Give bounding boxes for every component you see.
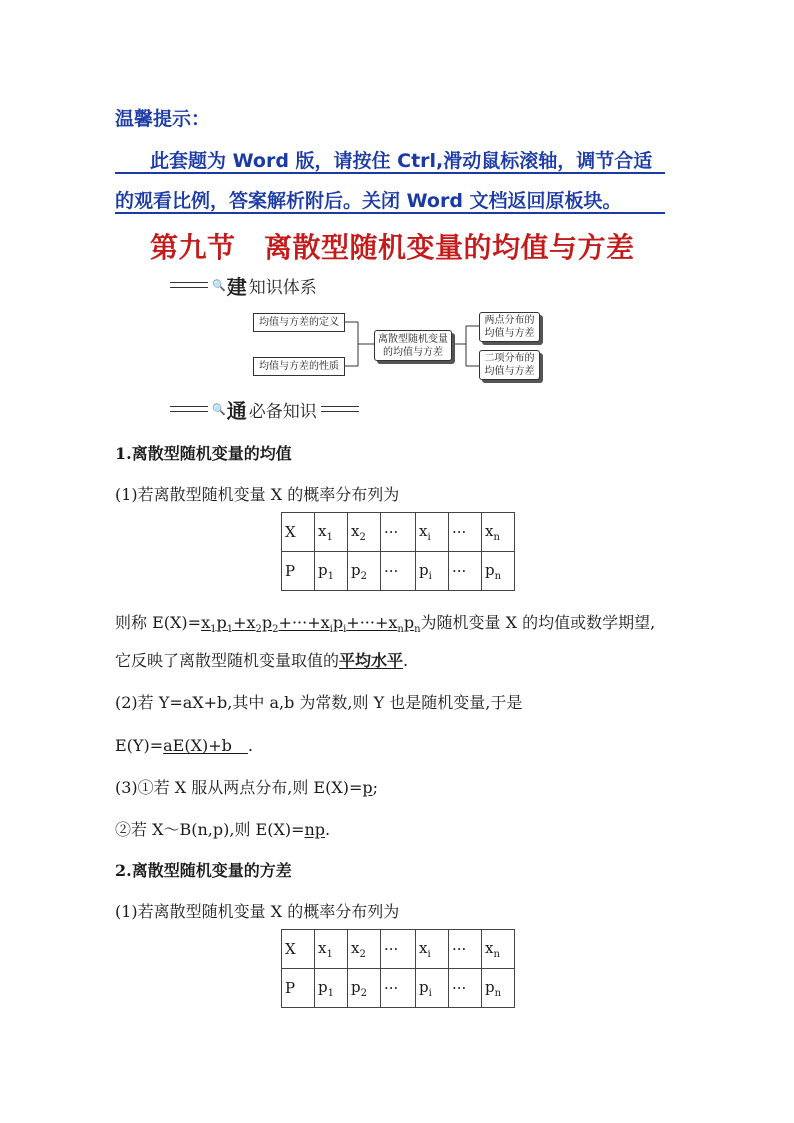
table-cell: P [282, 969, 315, 1008]
paragraph: ②若 X～B(n,p),则 E(X)=np. [115, 820, 331, 839]
table-row [282, 969, 515, 1008]
table-cell: X [282, 930, 315, 969]
table-cell: ··· [381, 552, 416, 591]
mindmap-binomial-line-1: 二项分布的 [484, 353, 535, 364]
paragraph: (1)若离散型随机变量 X 的概率分布列为 [115, 485, 400, 504]
table-row [282, 552, 515, 591]
paragraph: E(Y)=aE(X)+b . [115, 736, 253, 755]
double-rule-icon [170, 282, 208, 288]
table-cell: $p_n$ [482, 552, 515, 591]
table-cell: $p_n$ [482, 969, 515, 1008]
mindmap-node-center [374, 330, 452, 361]
table-cell: ··· [449, 552, 482, 591]
table-cell: $x_i$ [416, 513, 449, 552]
distribution-table-1 [281, 512, 515, 591]
mindmap-center-line-1: 离散型随机变量 [378, 333, 448, 345]
expectation-formula: $x_1p_1+x_2p_2+\cdot\cdot\cdot+x_ip_i+\cdot\cdot\cdot+x_np_n$ [201, 613, 421, 636]
table-row [282, 513, 515, 552]
heading-variance: 2.离散型随机变量的方差 [115, 861, 292, 880]
double-rule-icon [170, 406, 208, 412]
mindmap-two-point-line-2: 均值与方差 [484, 328, 535, 339]
answer-blank: aE(X)+b [163, 736, 248, 755]
tip-underline-2 [115, 212, 665, 214]
section-char-icon: 通 [226, 398, 247, 423]
table-cell: P [282, 552, 315, 591]
section-header-required [170, 397, 359, 421]
mindmap-node-properties: 均值与方差的性质 [253, 357, 345, 376]
answer-blank: np [304, 820, 326, 839]
mindmap-binomial-line-2: 均值与方差 [484, 366, 535, 377]
answer-blank: 平均水平 [339, 651, 404, 670]
magnifier-icon: 🔍 [212, 278, 226, 292]
double-rule-icon [321, 406, 359, 412]
table-cell: ··· [449, 969, 482, 1008]
table-cell: $x_n$ [482, 513, 515, 552]
table-cell: ··· [381, 513, 416, 552]
section-label: 知识体系 [248, 277, 317, 298]
mindmap-two-point-line-1: 两点分布的 [484, 315, 535, 326]
table-cell: X [282, 513, 315, 552]
section-char-icon: 建 [226, 274, 247, 299]
distribution-table-2 [281, 929, 515, 1008]
table-cell: $p_2$ [348, 969, 381, 1008]
magnifier-icon: 🔍 [212, 402, 226, 416]
table-cell: $p_i$ [416, 969, 449, 1008]
table-cell: ··· [381, 969, 416, 1008]
heading-expectation: 1.离散型随机变量的均值 [115, 444, 292, 463]
table-row [282, 930, 515, 969]
paragraph: (3)①若 X 服从两点分布,则 E(X)=p; [115, 778, 379, 797]
page-title: 第九节 离散型随机变量的均值与方差 [150, 231, 635, 264]
paragraph: (1)若离散型随机变量 X 的概率分布列为 [115, 902, 400, 921]
mindmap-node-two-point [479, 312, 540, 342]
tip-underline-1 [115, 172, 665, 174]
mindmap-node-binomial [479, 350, 540, 380]
table-cell: $x_1$ [315, 930, 348, 969]
table-cell: $x_2$ [348, 513, 381, 552]
table-cell: ··· [381, 930, 416, 969]
answer-blank: p [362, 778, 373, 797]
table-cell: ··· [449, 513, 482, 552]
tip-label: 温馨提示： [115, 108, 211, 130]
paragraph: (2)若 Y=aX+b,其中 a,b 为常数,则 Y 也是随机变量,于是 [115, 693, 523, 712]
table-cell: ··· [449, 930, 482, 969]
tip-line-2: 的观看比例，答案解析附后。关闭 Word 文档返回原板块。 [115, 190, 622, 212]
mindmap-center-line-2: 的均值与方差 [383, 346, 443, 358]
paragraph-expectation-def: 则称 $E(X)=x_1p_1+x_2p_2+\cdot\cdot\cdot+x_ip_i+\cdot\cdot\cdot+x_np_n$为随机变量 X 的均值或数学期望, [115, 613, 656, 636]
table-cell: $p_2$ [348, 552, 381, 591]
table-cell: $x_1$ [315, 513, 348, 552]
mindmap-node-definition: 均值与方差的定义 [253, 313, 345, 332]
table-cell: $p_i$ [416, 552, 449, 591]
table-cell: $x_2$ [348, 930, 381, 969]
table-cell: $p_1$ [315, 552, 348, 591]
table-cell: $x_n$ [482, 930, 515, 969]
tip-line-1: 此套题为 Word 版，请按住 Ctrl,滑动鼠标滚轴，调节合适 [150, 150, 653, 172]
paragraph: 它反映了离散型随机变量取值的平均水平. [115, 651, 409, 670]
table-cell: $x_i$ [416, 930, 449, 969]
section-header-knowledge [170, 273, 317, 297]
table-cell: $p_1$ [315, 969, 348, 1008]
section-label: 必备知识 [248, 401, 317, 422]
